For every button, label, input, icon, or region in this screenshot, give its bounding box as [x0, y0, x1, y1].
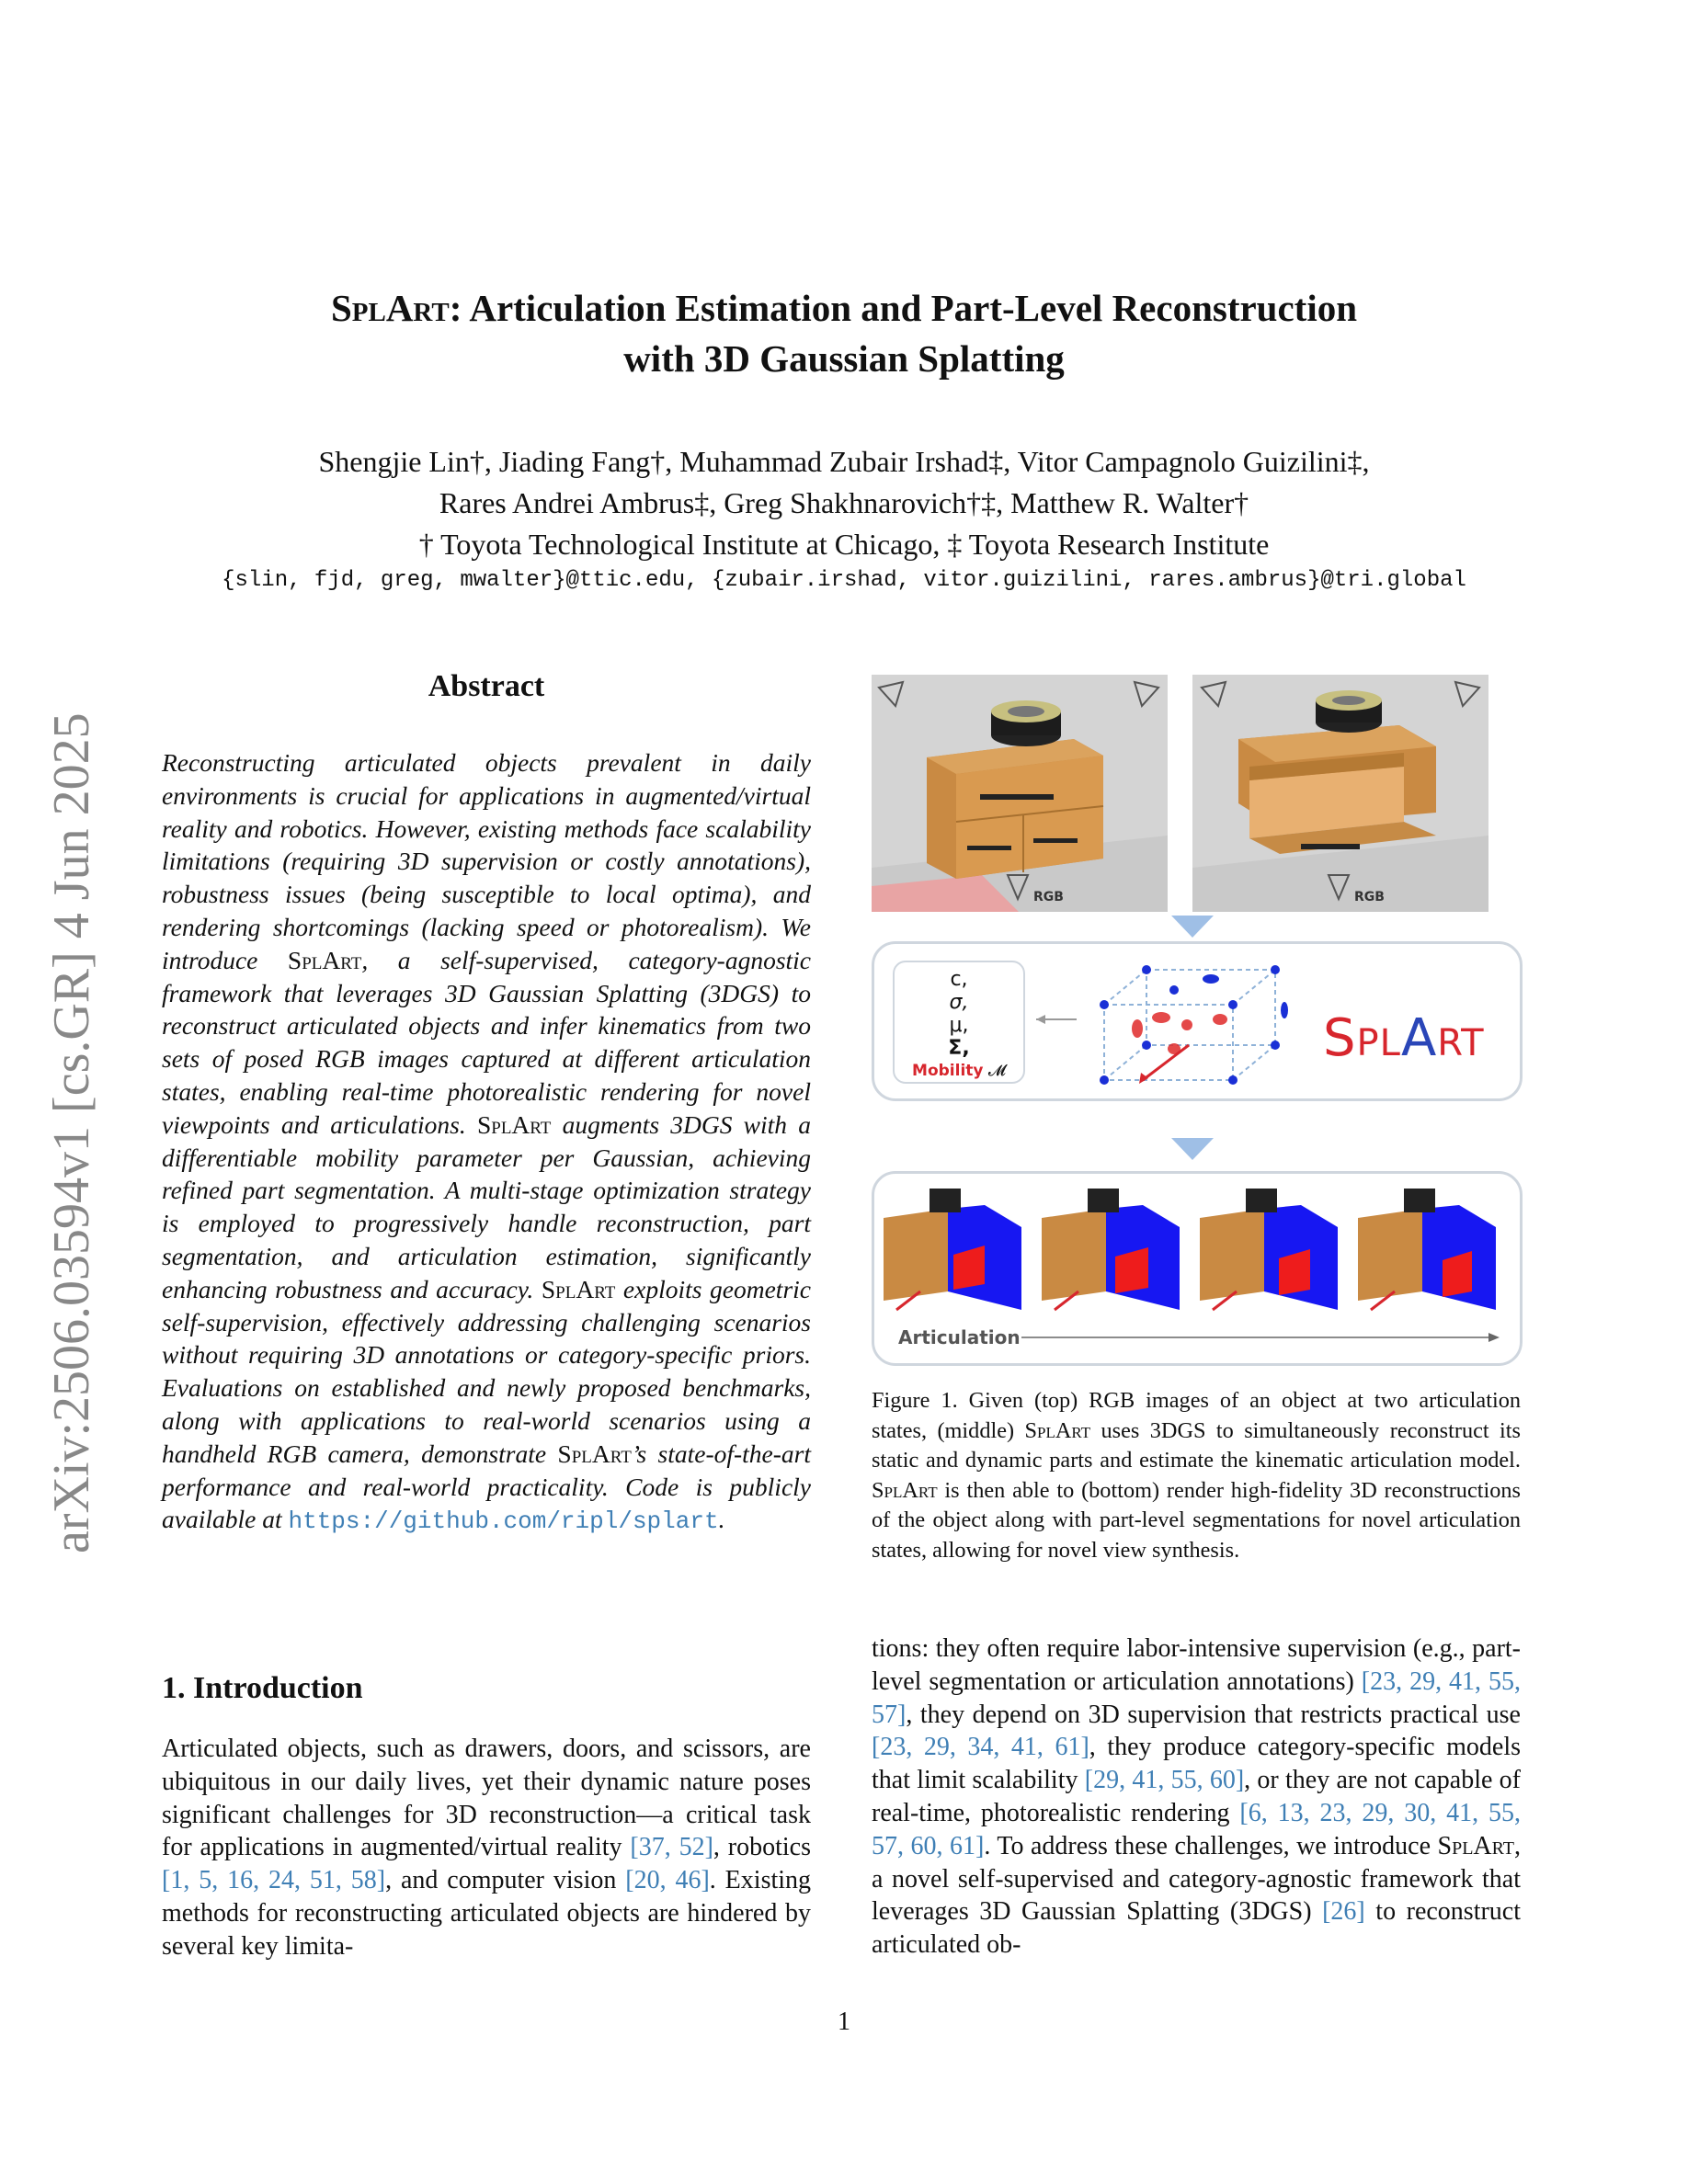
abstract-p2: , a self-supervised, category-agnostic framework that leverages 3D Gaussian Splatting (3DGS) to reconstruct articulated objects and infer kinematics from two sets of posed RGB images captured at different articulation states, enabling real-time photorealistic rendering for novel viewpoints and articulations.: [162, 945, 812, 1139]
caption-c3: is then able to (bottom) render high-fidelity 3D reconstructions of the object along with part-level segmentations for novel articulation states, allowing for novel view synthesis.: [872, 1477, 1521, 1563]
affiliations: † Toyota Technological Institute at Chicago, ‡ Toyota Research Institute: [418, 528, 1270, 561]
logo-a: A: [1400, 1008, 1438, 1068]
intro-r5: . To address these challenges, we introduce: [984, 1831, 1431, 1860]
mobility-word: Mobility: [912, 1062, 984, 1080]
articulation-label: Articulation: [898, 1326, 1021, 1348]
title-name: SplArt: [330, 287, 450, 329]
caption-c1: Figure 1. Given (top) RGB images of an object at two articulation states, (middle): [872, 1388, 1521, 1443]
intro-r3: , they produce category-specific models that limit scalability: [872, 1733, 1521, 1795]
intro-r7: to reconstruct articulated ob-: [872, 1897, 1522, 1960]
articulation-axis-arrow: [1021, 1330, 1500, 1345]
param-sigma: σ,: [949, 991, 969, 1014]
cite-category[interactable]: [29, 41, 55, 60]: [1084, 1766, 1245, 1795]
figure-1: [872, 675, 1521, 1366]
intro-r6: , a novel self-supervised and category-agnostic framework that leverages 3D Gaussian Splatting (3DGS): [872, 1831, 1522, 1927]
abstract-heading: Abstract: [428, 669, 545, 703]
paper-title: [184, 283, 1504, 384]
authors-line2: Rares Andrei Ambrus‡, Greg Shakhnarovich†‡, Matthew R. Walter†: [439, 486, 1249, 519]
cite-supervision[interactable]: [23, 29, 41, 55, 57]: [872, 1666, 1521, 1729]
abstract-body: [162, 746, 811, 1539]
intro-r1: tions: they often require labor-intensive supervision (e.g., part-level segmentation or articulation annotations): [872, 1634, 1521, 1696]
title-line1: : Articulation Estimation and Part-Level Reconstruction: [449, 287, 1358, 329]
cite-3dgs[interactable]: [26]: [1322, 1897, 1365, 1927]
abstract-p4: exploits geometric self-supervision, effectively addressing challenging scenarios without requiring 3D annotations or category-specific priors. Evaluations on established and newly proposed benchmarks, along with applications to real-world scenarios using a handheld RGB camera, demonstrate: [162, 1274, 811, 1468]
rgb-image-closed: [872, 675, 1168, 912]
arrow-down-icon: [1171, 1138, 1214, 1160]
authors-line1: Shengjie Lin†, Jiading Fang†, Muhammad Zubair Irshad‡, Vitor Campagnolo Guizilini‡,: [318, 445, 1370, 478]
abstract-name-1: SplArt: [287, 945, 362, 974]
intro-name: SplArt: [1437, 1831, 1515, 1860]
articulation-renders-panel: [872, 1171, 1523, 1366]
param-Sigma: Σ,: [948, 1037, 970, 1060]
caption-c2: uses 3DGS to simultaneously reconstruct its static and dynamic parts and estimate the kinematic articulation model.: [872, 1417, 1522, 1473]
abstract-p5: ’s state-of-the-art performance and real-world practicality. Code is publicly available at: [162, 1439, 812, 1534]
abstract-name-3: SplArt: [541, 1274, 616, 1303]
arrow-down-icon: [1171, 916, 1214, 938]
gaussian-params-box: [893, 961, 1025, 1084]
render-sequence: [884, 1181, 1509, 1319]
gaussian-cube-diagram: [1036, 955, 1312, 1089]
param-c: c,: [950, 968, 968, 991]
title-line2: with 3D Gaussian Splatting: [623, 337, 1065, 380]
cite-cv[interactable]: [20, 46]: [625, 1866, 710, 1895]
page-number: 1: [838, 2008, 850, 2036]
author-block: [184, 441, 1504, 565]
rgb-label-1: RGB: [1033, 890, 1064, 904]
abstract-p3: augments 3DGS with a differentiable mobility parameter per Gaussian, achieving refined part segmentation. A multi-stage optimization strategy is employed to progressively handle reconstruction, part segmentation, and articulation estimation, significantly enhancing robustness and accuracy.: [162, 1109, 812, 1303]
cite-robotics[interactable]: [1, 5, 16, 24, 51, 58]: [162, 1866, 386, 1895]
splart-logo: [1323, 1008, 1485, 1068]
abstract-end: .: [718, 1505, 725, 1534]
figure-caption: [872, 1386, 1521, 1566]
arxiv-identifier-text: arXiv:2506.03594v1 [cs.GR] 4 Jun 2025: [43, 712, 100, 1553]
code-link[interactable]: https://github.com/ripl/splart: [288, 1507, 719, 1536]
cite-3d-supervision[interactable]: [23, 29, 34, 41, 61]: [872, 1733, 1089, 1762]
param-mu: μ,: [949, 1014, 969, 1037]
intro-r2: , they depend on 3D supervision that restricts practical use: [906, 1700, 1521, 1729]
intro-l2: , robotics: [713, 1833, 811, 1862]
cite-rendering[interactable]: [6, 13, 23, 29, 30, 41, 55, 57, 60, 61]: [872, 1798, 1522, 1860]
mobility-symbol: 𝓜: [987, 1062, 1006, 1080]
rgb-image-open: [1192, 675, 1488, 912]
logo-pl: PL: [1356, 1022, 1401, 1064]
abstract-name-2: SplArt: [476, 1109, 552, 1139]
caption-name-2: SplArt: [872, 1477, 938, 1503]
author-emails: {slin, fjd, greg, mwalter}@ttic.edu, {zubair.irshad, vitor.guizilini, rares.ambrus}@tri.global: [222, 568, 1466, 593]
introduction-right-column: [872, 1632, 1521, 1962]
abstract-name-4: SplArt: [557, 1439, 632, 1468]
rgb-label-2: RGB: [1354, 890, 1385, 904]
splart-model-panel: [872, 941, 1523, 1101]
intro-l4: . Existing methods for reconstructing articulated objects are hindered by several key limita-: [162, 1866, 812, 1961]
intro-l3: , and computer vision: [385, 1866, 617, 1895]
abstract-p1: Reconstructing articulated objects prevalent in daily environments is crucial for applications in augmented/virtual reality and robotics. However, existing methods face scalability limitations (requiring 3D supervision or costly annotations), robustness issues (being susceptible to local optima), and rendering shortcomings (lacking speed or photorealism). We introduce: [162, 748, 811, 974]
cite-ar[interactable]: [37, 52]: [630, 1833, 713, 1862]
intro-l1: Articulated objects, such as drawers, doors, and scissors, are ubiquitous in our daily lives, yet their dynamic nature poses significant challenges for 3D reconstruction—a critical task for applications in augmented/virtual reality: [162, 1735, 811, 1862]
arxiv-identifier: [31, 625, 105, 1563]
caption-name-1: SplArt: [1024, 1417, 1091, 1443]
logo-rt: RT: [1437, 1022, 1485, 1064]
intro-r4: , or they are not capable of real-time, photorealistic rendering: [872, 1766, 1522, 1827]
logo-s: S: [1323, 1008, 1357, 1068]
introduction-heading: 1. Introduction: [162, 1671, 363, 1705]
introduction-left-column: [162, 1733, 811, 1963]
